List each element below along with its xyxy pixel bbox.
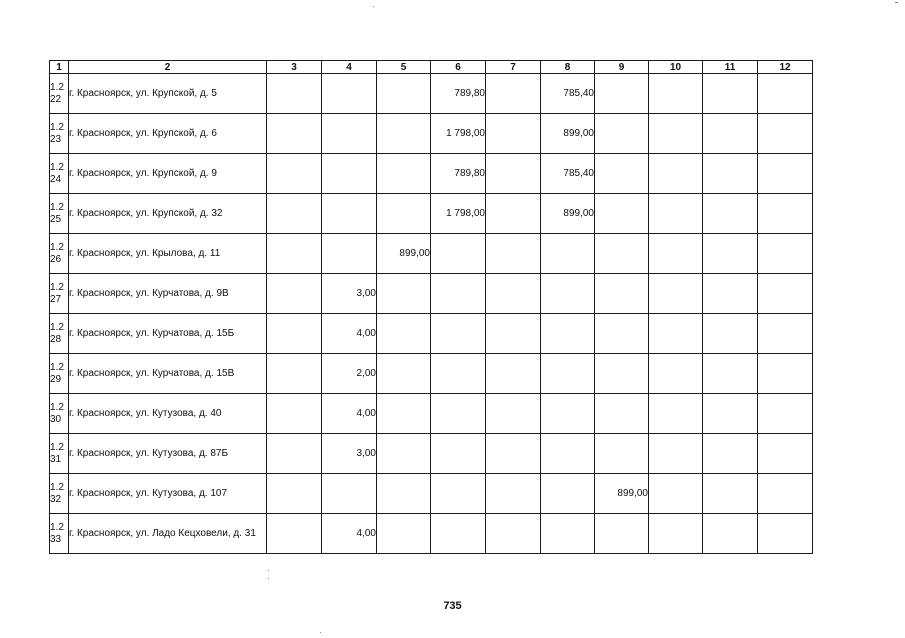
value-cell [267,154,322,194]
value-cell [377,514,431,554]
row-number-cell: 1.2 32 [50,474,69,514]
value-cell [267,274,322,314]
value-cell [649,74,703,114]
column-header: 4 [322,61,377,74]
value-cell [431,394,486,434]
column-header: 6 [431,61,486,74]
value-cell [431,234,486,274]
table-row [50,274,813,314]
scan-speck [320,632,321,633]
value-cell [649,434,703,474]
value-cell [322,74,377,114]
value-cell [595,514,649,554]
value-cell [377,434,431,474]
value-cell [486,74,541,114]
value-cell [486,514,541,554]
value-cell: 4,00 [322,314,377,354]
value-cell [758,234,813,274]
value-cell [758,474,813,514]
value-cell [377,194,431,234]
value-cell: 3,00 [322,434,377,474]
value-cell: 4,00 [322,514,377,554]
table-row [50,114,813,154]
value-cell [649,234,703,274]
address-cell: г. Красноярск, ул. Курчатова, д. 15Б [69,314,267,354]
value-cell [377,354,431,394]
value-cell [377,114,431,154]
address-cell: г. Красноярск, ул. Кутузова, д. 40 [69,394,267,434]
address-cell: г. Красноярск, ул. Крупской, д. 5 [69,74,267,114]
value-cell [486,434,541,474]
address-cell: г. Красноярск, ул. Крылова, д. 11 [69,234,267,274]
row-number-cell: 1.2 31 [50,434,69,474]
address-cell: г. Красноярск, ул. Курчатова, д. 9В [69,274,267,314]
value-cell [703,514,758,554]
value-cell [703,114,758,154]
scan-speck [268,578,269,579]
value-cell [649,314,703,354]
data-table [49,60,813,554]
row-number-cell: 1.2 24 [50,154,69,194]
scan-speck [268,570,269,571]
value-cell [703,274,758,314]
value-cell: 3,00 [322,274,377,314]
address-cell: г. Красноярск, ул. Кутузова, д. 107 [69,474,267,514]
value-cell [649,274,703,314]
value-cell [758,434,813,474]
value-cell [703,314,758,354]
value-cell [322,114,377,154]
value-cell: 899,00 [541,114,595,154]
value-cell [322,154,377,194]
value-cell [322,234,377,274]
value-cell [322,194,377,234]
value-cell [431,274,486,314]
value-cell [377,74,431,114]
value-cell [649,114,703,154]
value-cell [486,354,541,394]
value-cell [758,514,813,554]
value-cell [541,434,595,474]
value-cell [758,354,813,394]
column-header: 10 [649,61,703,74]
value-cell: 4,00 [322,394,377,434]
value-cell [703,154,758,194]
row-number-cell: 1.2 28 [50,314,69,354]
value-cell [595,354,649,394]
column-header: 2 [69,61,267,74]
row-number-cell: 1.2 33 [50,514,69,554]
value-cell [486,114,541,154]
column-header: 9 [595,61,649,74]
value-cell [595,154,649,194]
column-header: 1 [50,61,69,74]
value-cell [758,74,813,114]
value-cell [486,394,541,434]
address-cell: г. Красноярск, ул. Ладо Кецховели, д. 31 [69,514,267,554]
value-cell: 789,80 [431,74,486,114]
value-cell [267,114,322,154]
row-number-cell: 1.2 27 [50,274,69,314]
value-cell [758,274,813,314]
value-cell [486,474,541,514]
page-number: 735 [443,600,462,612]
value-cell [267,74,322,114]
value-cell [595,74,649,114]
value-cell [758,394,813,434]
value-cell [267,434,322,474]
table-row [50,354,813,394]
value-cell: 1 798,00 [431,194,486,234]
value-cell [649,474,703,514]
value-cell [595,274,649,314]
table-row [50,434,813,474]
value-cell [322,474,377,514]
value-cell [595,194,649,234]
value-cell: 789,80 [431,154,486,194]
value-cell [703,194,758,234]
value-cell [486,314,541,354]
scan-speck [373,6,374,7]
value-cell [649,514,703,554]
address-cell: г. Красноярск, ул. Курчатова, д. 15В [69,354,267,394]
value-cell [541,354,595,394]
value-cell: 899,00 [541,194,595,234]
value-cell: 2,00 [322,354,377,394]
value-cell [267,314,322,354]
address-cell: г. Красноярск, ул. Крупской, д. 32 [69,194,267,234]
table-row [50,234,813,274]
value-cell [541,514,595,554]
row-number-cell: 1.2 30 [50,394,69,434]
value-cell [703,234,758,274]
header-row [50,61,813,74]
value-cell [267,194,322,234]
value-cell [595,114,649,154]
column-header: 7 [486,61,541,74]
value-cell [377,474,431,514]
value-cell [486,234,541,274]
value-cell [541,314,595,354]
value-cell [758,194,813,234]
value-cell [649,194,703,234]
value-cell [595,314,649,354]
value-cell [595,394,649,434]
table-row [50,394,813,434]
address-cell: г. Красноярск, ул. Крупской, д. 6 [69,114,267,154]
value-cell: 1 798,00 [431,114,486,154]
column-header: 8 [541,61,595,74]
value-cell [486,154,541,194]
value-cell [267,394,322,434]
value-cell [541,474,595,514]
value-cell [486,274,541,314]
row-number-cell: 1.2 29 [50,354,69,394]
value-cell [595,234,649,274]
value-cell [703,74,758,114]
value-cell [431,434,486,474]
column-header: 5 [377,61,431,74]
value-cell [703,394,758,434]
value-cell: 899,00 [377,234,431,274]
column-header: 12 [758,61,813,74]
value-cell [377,394,431,434]
value-cell [377,274,431,314]
value-cell: 785,40 [541,74,595,114]
value-cell: 785,40 [541,154,595,194]
table-row [50,154,813,194]
table-row [50,314,813,354]
column-header: 3 [267,61,322,74]
row-number-cell: 1.2 22 [50,74,69,114]
row-number-cell: 1.2 26 [50,234,69,274]
value-cell [377,154,431,194]
value-cell [541,234,595,274]
table-row [50,74,813,114]
value-cell [758,154,813,194]
value-cell [649,354,703,394]
value-cell [267,514,322,554]
value-cell: 899,00 [595,474,649,514]
address-cell: г. Красноярск, ул. Кутузова, д. 87Б [69,434,267,474]
table-row [50,514,813,554]
value-cell [431,314,486,354]
value-cell [703,434,758,474]
scan-speck [895,2,898,3]
address-cell: г. Красноярск, ул. Крупской, д. 9 [69,154,267,194]
value-cell [267,234,322,274]
value-cell [703,474,758,514]
value-cell [486,194,541,234]
value-cell [431,354,486,394]
value-cell [431,514,486,554]
value-cell [541,274,595,314]
value-cell [595,434,649,474]
value-cell [377,314,431,354]
value-cell [649,394,703,434]
value-cell [758,314,813,354]
column-header: 11 [703,61,758,74]
value-cell [267,354,322,394]
table-row [50,474,813,514]
row-number-cell: 1.2 23 [50,114,69,154]
value-cell [431,474,486,514]
value-cell [541,394,595,434]
value-cell [649,154,703,194]
value-cell [703,354,758,394]
value-cell [267,474,322,514]
table-row [50,194,813,234]
row-number-cell: 1.2 25 [50,194,69,234]
value-cell [758,114,813,154]
